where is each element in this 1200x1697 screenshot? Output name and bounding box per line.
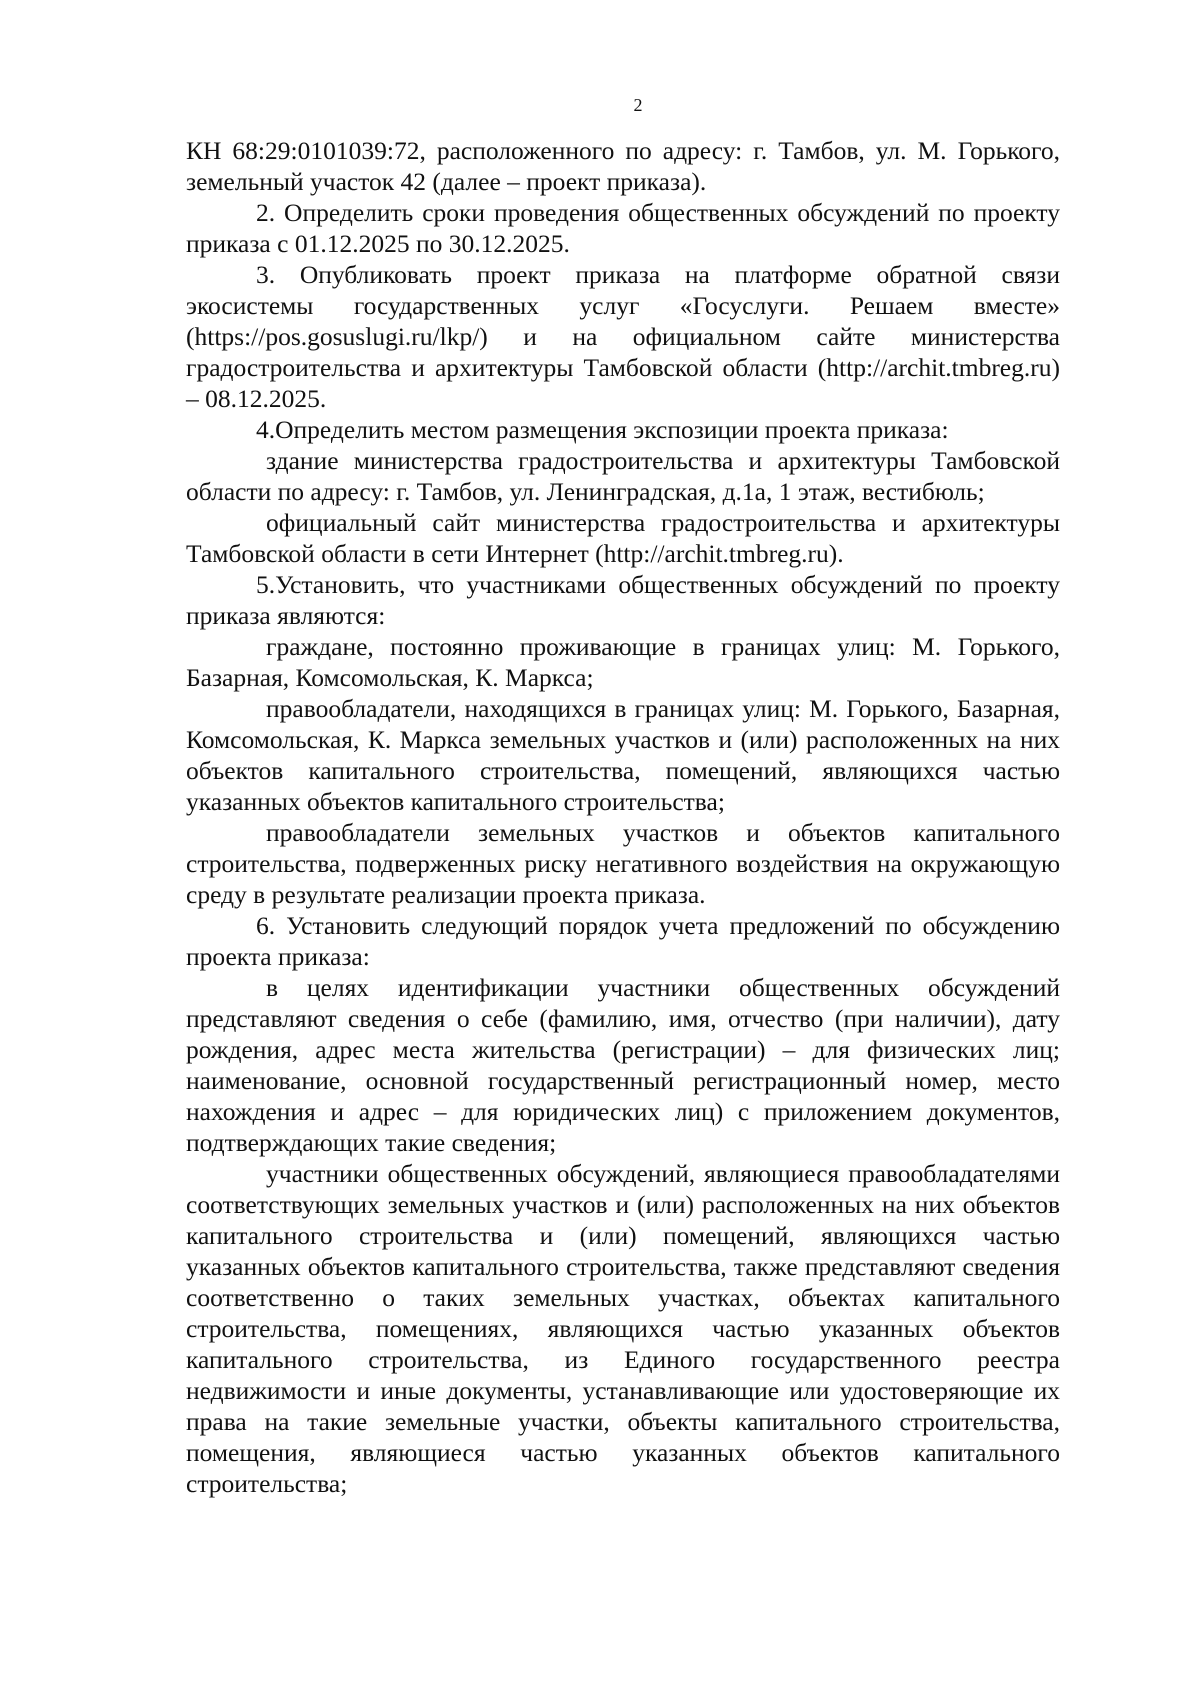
paragraph-participants-citizens: граждане, постоянно проживающие в границах улиц: М. Горького, Базарная, Комсомольская, К. Маркса; xyxy=(186,632,1060,692)
paragraph-rightholder-documents: участники общественных обсуждений, являющиеся правообладателями соответствующих земельных участков и (или) расположенных на них объектов капитального строительства и (или) помещений, являющихся частью указанных объектов капитального строительства, также представляют сведения соответственно о таких земельных участках, объектах капитального строительства, помещениях, являющихся частью указанных объектов капитального строительства, из Единого государственного реестра недвижимости и иные документы, устанавливающие или удостоверяющие их права на такие земельные участки, объекты капитального строительства, помещения, являющиеся частью указанных объектов капитального строительства; xyxy=(186,1159,1060,1498)
paragraph-item-6: 6. Установить следующий порядок учета предложений по обсуждению проекта приказа: xyxy=(186,911,1060,971)
page-number: 2 xyxy=(633,95,643,115)
paragraph-exposition-building: здание министерства градостроительства и архитектуры Тамбовской области по адресу: г. Тамбов, ул. Ленинградская, д.1а, 1 этаж, вестибюль; xyxy=(186,446,1060,506)
paragraph-participants-rightholders-risk: правообладатели земельных участков и объектов капитального строительства, подверженных риску негативного воздействия на окружающую среду в результате реализации проекта приказа. xyxy=(186,818,1060,909)
paragraph-exposition-website: официальный сайт министерства градостроительства и архитектуры Тамбовской области в сети Интернет (http://archit.tmbreg.ru). xyxy=(186,508,1060,568)
paragraph-item-5: 5.Установить, что участниками общественных обсуждений по проекту приказа являются: xyxy=(186,570,1060,630)
paragraph-item-2: 2. Определить сроки проведения общественных обсуждений по проекту приказа с 01.12.2025 по 30.12.2025. xyxy=(186,198,1060,258)
paragraph-identification: в целях идентификации участники общественных обсуждений представляют сведения о себе (фамилию, имя, отчество (при наличии), дату рождения, адрес места жительства (регистрации) – для физических лиц; наименование, основной государственный регистрационный номер, место нахождения и адрес – для юридических лиц) с приложением документов, подтверждающих такие сведения; xyxy=(186,973,1060,1157)
paragraph-participants-rightholders-streets: правообладатели, находящихся в границах улиц: М. Горького, Базарная, Комсомольская, К. Маркса земельных участков и (или) расположенных на них объектов капитального строительства, помещений, являющихся частью указанных объектов капитального строительства; xyxy=(186,694,1060,816)
paragraph-cadastral-continuation: КН 68:29:0101039:72, расположенного по адресу: г. Тамбов, ул. М. Горького, земельный участок 42 (далее – проект приказа). xyxy=(186,136,1060,196)
paragraph-item-3: 3. Опубликовать проект приказа на платформе обратной связи экосистемы государственных услуг «Госуслуги. Решаем вместе» (https://pos.gosuslugi.ru/lkp/) и на официальном сайте министерства градостроительства и архитектуры Тамбовской области (http://archit.tmbreg.ru) – 08.12.2025. xyxy=(186,260,1060,413)
paragraph-item-4: 4.Определить местом размещения экспозиции проекта приказа: xyxy=(256,415,949,444)
